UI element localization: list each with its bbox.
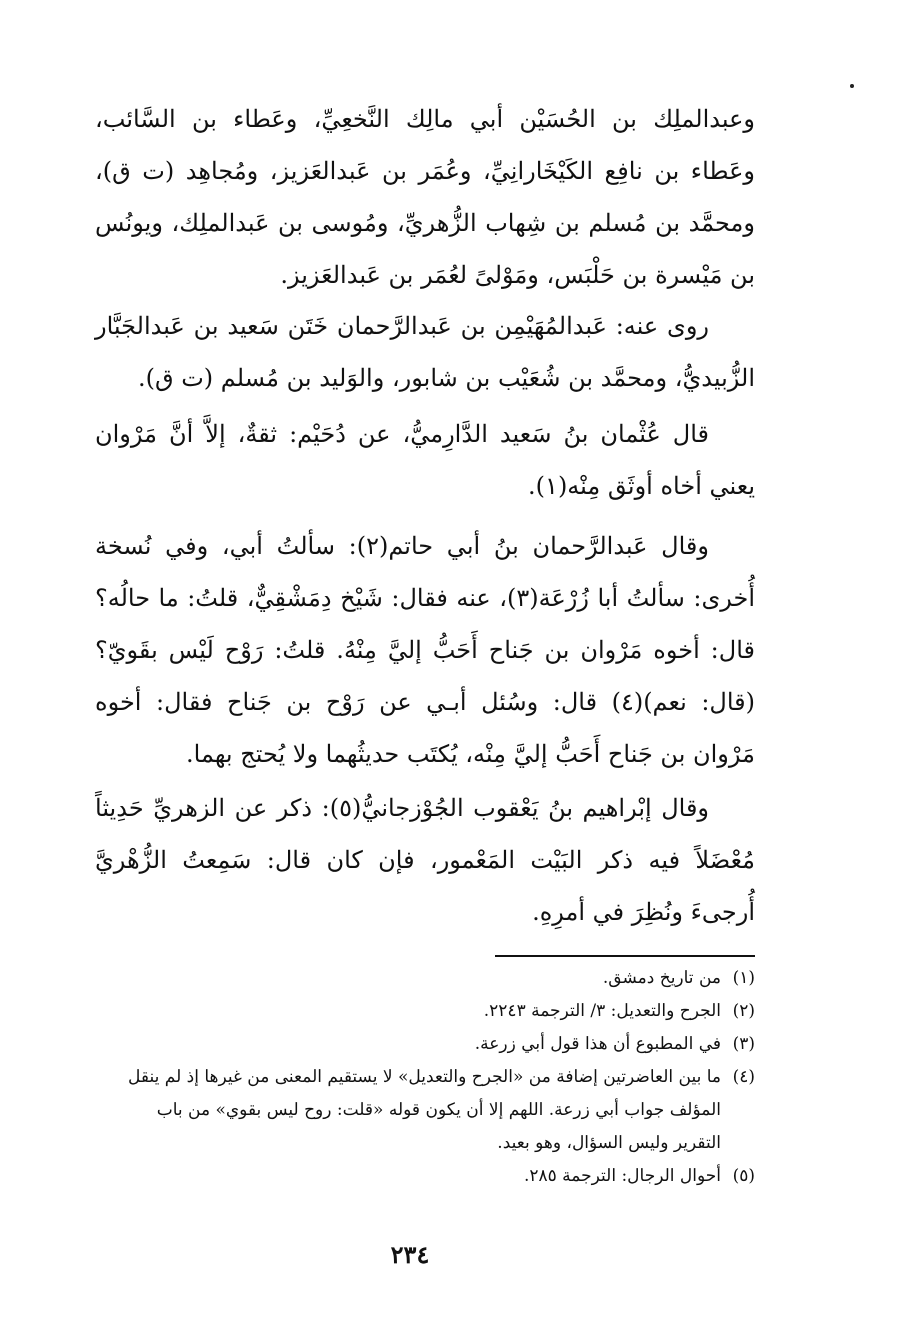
footnote-text: ما بين العاضرتين إضافة من «الجرح والتعديل» لا يستقيم المعنى من غيرها إذ لم ينقل <box>128 1067 721 1087</box>
body-paragraph-3 <box>95 408 755 512</box>
footnote-number: (٣) <box>732 1034 755 1054</box>
footnote-text: الجرح والتعديل: ٣/ الترجمة ٢٢٤٣. <box>483 1001 721 1021</box>
footnote-5 <box>95 1160 755 1193</box>
footnote-number: (٥) <box>732 1166 755 1186</box>
body-paragraph-5 <box>95 782 755 938</box>
footnote-4-continuation-1: المؤلف جواب أبي زرعة. اللهم إلا أن يكون قوله «قلت: روح ليس بقوي» من باب <box>156 1100 721 1120</box>
page-number: ٢٣٤ <box>390 1240 430 1269</box>
footnote-text: أحوال الرجال: الترجمة ٢٨٥. <box>523 1166 721 1186</box>
paragraph-text: وعبدالملِك بن الحُسَيْن أبي مالِك النَّخعِيِّ، وعَطاء بن السَّائب، وعَطاء بن نافِع الكَيْخَارانِيِّ، وعُمَر بن عَبدالعَزيز، ومُجاهِد (ت ق)، ومحمَّد بن مُسلم بن شِهاب الزُّهريِّ، ومُوسى بن عَبدالملِك، ويونُس بن مَيْسرة بن حَلْبَس، ومَوْلىً لعُمَر بن عَبدالعَزيز. <box>95 105 755 289</box>
footnote-text: في المطبوع أن هذا قول أبي زرعة. <box>474 1034 721 1054</box>
paragraph-text: وقال عَبدالرَّحمان بنُ أبي حاتم(٢): سألتُ أبي، وفي نُسخة أُخرى: سألتُ أبا زُرْعَة(٣)، عنه فقال: شَيْخ دِمَشْقِيٌّ، قلتُ: ما حالُه؟ قال: أخوه مَرْوان بن جَناح أَحَبُّ إليَّ مِنْهُ. قلتُ: رَوْح لَيْس بقَويّ؟ (قال: نعم)(٤) قال: وسُئل أبـي عن رَوْح بن جَناح فقال: أخوه مَرْوان بن جَناح أَحَبُّ إليَّ مِنْه، يُكتَب حديثُهما ولا يُحتج بهما. <box>95 532 755 768</box>
body-paragraph-4 <box>95 520 755 780</box>
footnote-divider <box>495 955 755 957</box>
footnotes <box>95 962 755 1193</box>
footnote-3 <box>95 1028 755 1061</box>
body-paragraph-1 <box>95 93 755 301</box>
ink-dot <box>850 84 854 88</box>
footnote-4 <box>95 1061 755 1094</box>
footnote-number: (٤) <box>732 1067 755 1087</box>
paragraph-text: وقال إبْراهيم بنُ يَعْقوب الجُوْزجانيُّ(٥): ذكر عن الزهريِّ حَدِيثاً مُعْضَلاً فيه ذكر البَيْت المَعْمور، فإن كان قال: سَمِعتُ الزُّهْريَّ أُرجىءَ ونُظِرَ في أمرِهِ. <box>95 794 755 926</box>
footnote-number: (١) <box>732 968 755 988</box>
footnote-4-continuation-2: التقرير وليس السؤال، وهو بعيد. <box>497 1133 721 1153</box>
paragraph-text: قال عُثْمان بنُ سَعيد الدَّارِميُّ، عن دُحَيْم: ثقةٌ، إلاَّ أنَّ مَرْوان يعني أخاه أوثَق مِنْه(١). <box>95 420 755 500</box>
paragraph-text: روى عنه: عَبدالمُهَيْمِن بن عَبدالرَّحمان خَتَن سَعيد بن عَبدالجَبَّار الزُّبيديُّ، ومحمَّد بن شُعَيْب بن شابور، والوَليد بن مُسلم (ت ق). <box>95 312 755 392</box>
footnote-number: (٢) <box>732 1001 755 1021</box>
body-paragraph-2 <box>95 300 755 404</box>
footnote-text: من تاريخ دمشق. <box>602 968 721 988</box>
footnote-1 <box>95 962 755 995</box>
footnote-2 <box>95 995 755 1028</box>
